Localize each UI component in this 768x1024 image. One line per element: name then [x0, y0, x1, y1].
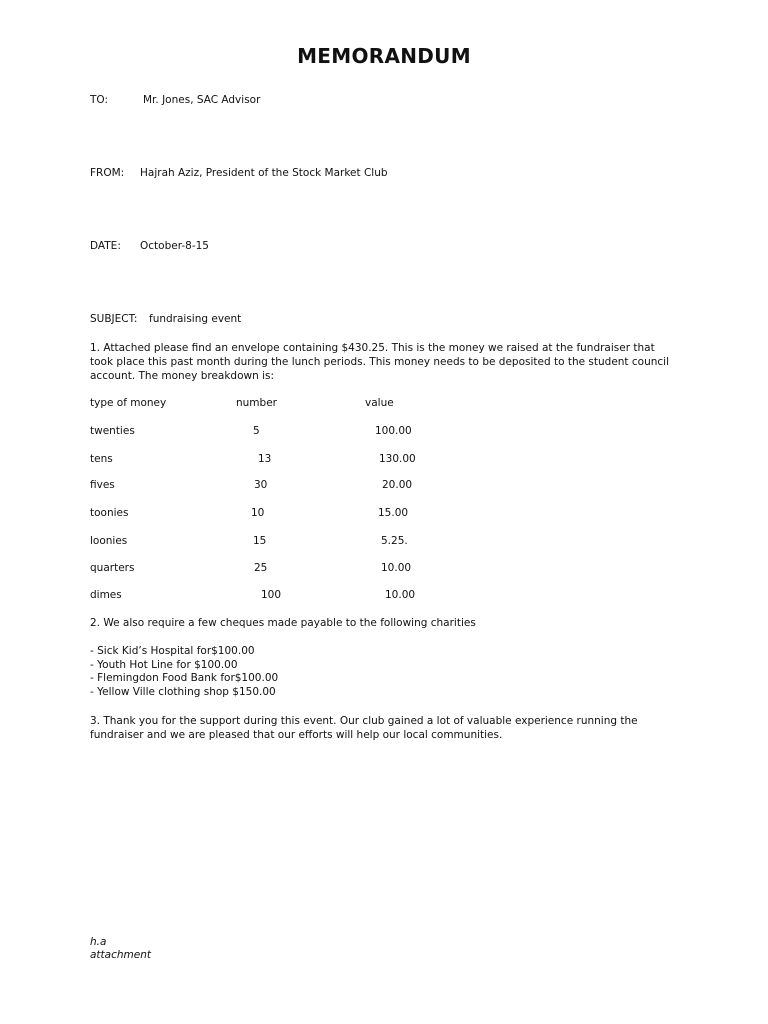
memo-title: MEMORANDUM [297, 44, 471, 68]
list-item: - Youth Hot Line for $100.00 [90, 659, 238, 671]
author-initials: h.a [90, 936, 107, 948]
paragraph-3: 3. Thank you for the support during this event. Our club gained a lot of valuable experience running the fundraiser and we are pleased that our efforts will help our local communities. [90, 715, 638, 741]
cell-type: fives [90, 479, 115, 491]
list-item: - Yellow Ville clothing shop $150.00 [90, 686, 276, 698]
cell-value: 100.00 [375, 425, 412, 437]
column-header-value: value [365, 397, 394, 409]
cell-value: 10.00 [385, 589, 416, 601]
paragraph-2: 2. We also require a few cheques made payable to the following charities [90, 617, 476, 629]
list-item: - Flemingdon Food Bank for$100.00 [90, 672, 279, 684]
date-label: DATE: [90, 240, 121, 252]
date-value: October-8-15 [140, 240, 209, 252]
cell-number: 30 [254, 479, 268, 491]
to-value: Mr. Jones, SAC Advisor [143, 94, 261, 106]
cell-value: 5.25. [381, 535, 408, 547]
cell-type: loonies [90, 535, 128, 547]
cell-type: dimes [90, 589, 122, 601]
cell-number: 13 [258, 453, 272, 465]
subject-value: fundraising event [149, 313, 242, 325]
cell-number: 15 [253, 535, 267, 547]
cell-number: 5 [253, 425, 260, 437]
attachment-note: attachment [90, 949, 151, 961]
cell-number: 100 [261, 589, 282, 601]
paragraph-1: 1. Attached please find an envelope containing $430.25. This is the money we raised at the fundraiser that took place this past month during the lunch periods. This money needs to be deposited to the student council account. The money breakdown is: [90, 342, 669, 382]
list-item: - Sick Kid’s Hospital for$100.00 [90, 645, 255, 657]
from-value: Hajrah Aziz, President of the Stock Market Club [140, 167, 388, 179]
from-label: FROM: [90, 167, 125, 179]
cell-type: quarters [90, 562, 135, 574]
to-label: TO: [90, 94, 109, 106]
cell-number: 25 [254, 562, 268, 574]
subject-label: SUBJECT: [90, 313, 138, 325]
column-header-type: type of money [90, 397, 167, 409]
cell-type: twenties [90, 425, 135, 437]
cell-type: tens [90, 453, 113, 465]
cell-value: 15.00 [378, 507, 409, 519]
cell-type: toonies [90, 507, 129, 519]
cell-number: 10 [251, 507, 265, 519]
cell-value: 130.00 [379, 453, 416, 465]
cell-value: 10.00 [381, 562, 412, 574]
column-header-number: number [236, 397, 277, 409]
cell-value: 20.00 [382, 479, 413, 491]
